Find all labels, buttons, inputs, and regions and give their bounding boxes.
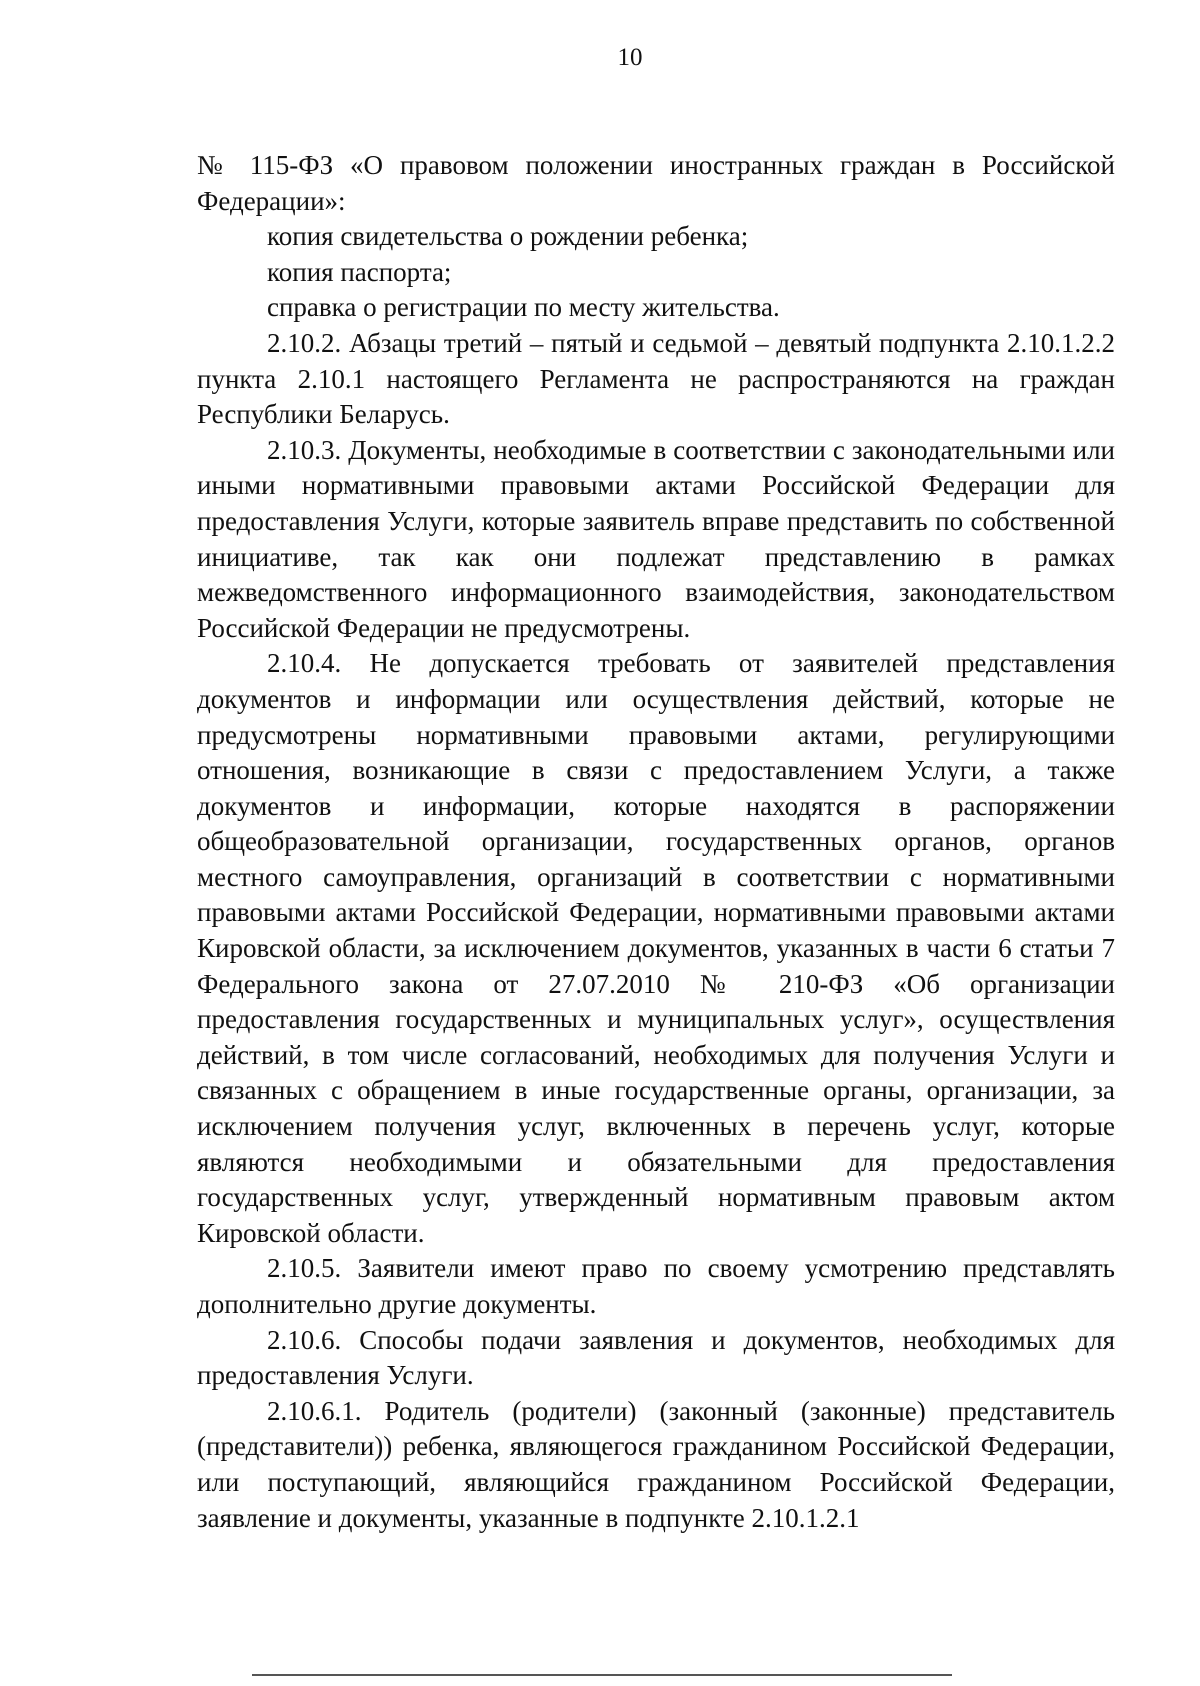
paragraph-2-10-6-1: 2.10.6.1. Родитель (родители) (законный (законные) представитель (представители)) ребенка, являющегося гражданином Российской Федерации, или поступающий, являющийся гражданином Российской Федерации, заявление и документы, указанные в подпункте 2.10.1.2.1 <box>197 1395 1115 1533</box>
paragraph-2-10-6: 2.10.6. Способы подачи заявления и документов, необходимых для предоставления Услуги. <box>197 1324 1115 1391</box>
paragraph-2-10-5: 2.10.5. Заявители имеют право по своему усмотрению представлять дополнительно другие документы. <box>197 1253 1115 1319</box>
list-item-registration: справка о регистрации по месту жительства. <box>267 292 780 323</box>
paragraph-2-10-3: 2.10.3. Документы, необходимые в соответствии с законодательными или иными нормативными правовыми актами Российской Федерации для предоставления Услуги, которые заявитель вправе представить по собственной инициативе, так как они подлежат представлению в рамках межведомственного информационного взаимодействия, законодательством Российской Федерации не предусмотрены. <box>197 434 1115 643</box>
document-body <box>197 148 1115 1536</box>
paragraph-continuation: № 115-ФЗ «О правовом положении иностранных граждан в Российской Федерации»: <box>197 150 1115 216</box>
list-item-passport: копия паспорта; <box>267 256 452 287</box>
paragraph-2-10-2: 2.10.2. Абзацы третий – пятый и седьмой – девятый подпункта 2.10.1.2.2 пункта 2.10.1 настоящего Регламента не распространяются на граждан Республики Беларусь. <box>197 327 1115 430</box>
page-number: 10 <box>617 44 643 71</box>
page-bottom-rule <box>252 1674 952 1676</box>
list-item-birth-certificate: копия свидетельства о рождении ребенка; <box>267 221 749 252</box>
paragraph-2-10-4: 2.10.4. Не допускается требовать от заявителей представления документов и информации или осуществления действий, которые не предусмотрены нормативными правовыми актами, регулирующими отношения, возникающие в связи с предоставлением Услуги, а также документов и информации, которые находятся в распоряжении общеобразовательной организации, государственных органов, органов местного самоуправления, организаций в соответствии с нормативными правовыми актами Российской Федерации, нормативными правовыми актами Кировской области, за исключением документов, указанных в части 6 статьи 7 Федерального закона от 27.07.2010 № 210-ФЗ «Об организации предоставления государственных и муниципальных услуг», осуществления действий, в том числе согласований, необходимых для получения Услуги и связанных с обращением в иные государственные органы, организации, за исключением получения услуг, включенных в перечень услуг, которые являются необходимыми и обязательными для предоставления государственных услуг, утвержденный нормативным правовым актом Кировской области. <box>197 648 1115 1248</box>
